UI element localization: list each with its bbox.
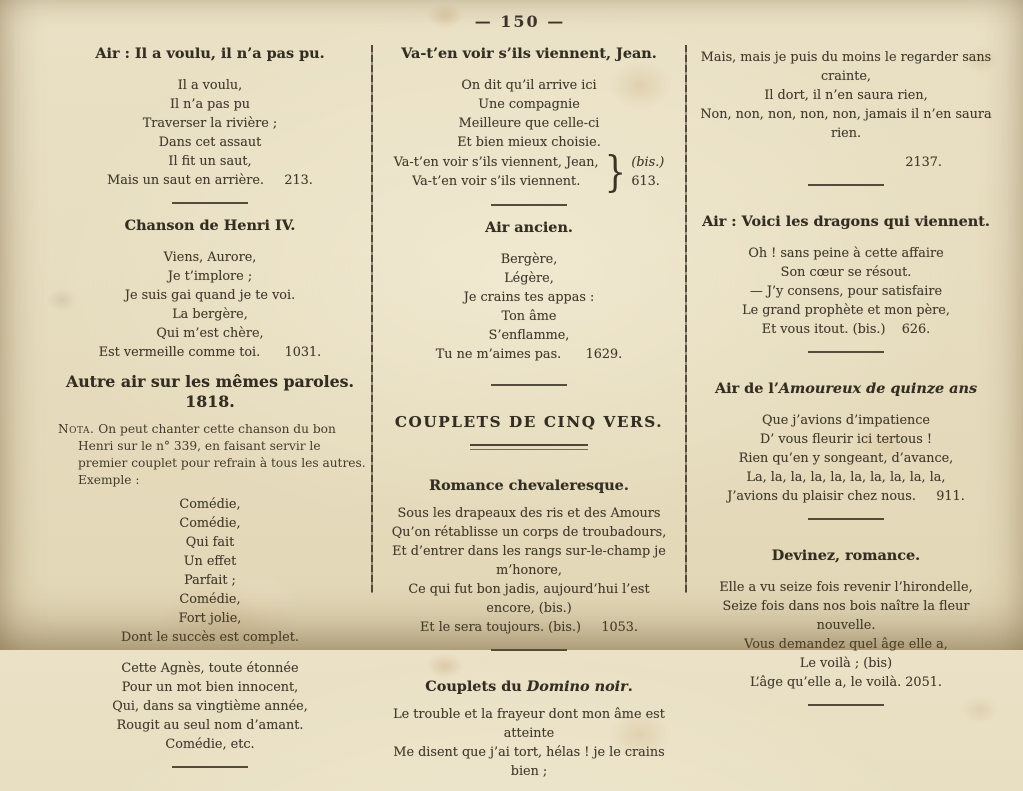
verse-line: Il dort, il n’en saura rien, [764,88,928,103]
verse [698,411,994,506]
nota-paragraph [58,421,366,489]
song-title: Couplets du Domino noir. [425,678,633,695]
verse-line: Cette Agnès, toute étonnée [121,661,299,676]
verse-line: Une compagnie [478,97,580,112]
verse-line: Tu ne m’aimes pas. 1629. [435,347,623,362]
verse-line: Le trouble et la frayeur dont mon âme est atteinte [393,707,669,741]
verse-line: Il n’a pas pu [169,97,251,112]
verse-line: Meilleure que celle-ci [458,116,600,131]
section-divider [808,184,884,186]
section-divider [808,518,884,520]
verse [52,659,368,754]
verse-line: Comédie, [179,497,241,512]
section-divider [172,202,248,204]
verse-line: S’enflamme, [488,328,570,343]
song-section [698,212,994,353]
column-3 [698,0,994,718]
page-number: — 150 — [474,12,566,31]
song-title: Air ancien. [485,219,573,236]
verse-line: Oh ! sans peine à cette affaire [748,246,944,261]
nota-text: On peut chanter cette chanson du bon Henri sur le n° 339, en faisant servir le premier couplet pour refrain à tous les autres. Exemple : [78,422,366,487]
verse-line: Il a voulu, [177,78,243,93]
column-divider-left [371,45,373,593]
verse [52,76,368,190]
song-section [698,379,994,520]
verse-line: Traverser la rivière ; [142,116,278,131]
verse-line: Ton âme [501,309,557,324]
part-heading-section [384,412,674,450]
column-1 [52,0,368,780]
verse-line: Elle a vu seize fois revenir l’hirondelle, [719,580,973,595]
verse-line: Viens, Aurore, [163,250,257,265]
verse-line: Comédie, etc. [165,737,255,752]
verse-line: La, la, la, la, la, la, la, la, la, la, [746,470,946,485]
verse-line: J’avions du plaisir chez nous. 911. [727,489,965,504]
bis-label: (bis.) [631,155,665,170]
section-divider [491,649,567,651]
verse-line: Comédie, [179,516,241,531]
section-divider [808,351,884,353]
verse-line: Ce qui fut bon jadis, aujourd’hui l’est encore, (bis.) [408,582,654,616]
verse-line: Et vous itout. (bis.) 626. [761,322,931,337]
verse-line: Seize fois dans nos bois naître la fleur nouvelle. [722,599,974,633]
song-section [384,476,674,651]
verse-line: Rien qu’en y songeant, d’avance, [738,451,954,466]
song-title: Autre air sur les mêmes paroles. 1818. [65,372,355,411]
verse-line: Il fit un saut, [168,154,252,169]
song-title-italic: Amoureux de quinze ans [778,380,978,397]
verse-line: Dans cet assaut [158,135,262,150]
verse-line: Que j’avions d’impatience [761,413,931,428]
section-divider [808,704,884,706]
verse-line: Vous demandez quel âge elle a, [744,637,948,652]
verse-line: Et le sera toujours. (bis.) 1053. [420,620,638,635]
verse [698,48,994,143]
verse-line: Bergère, [500,252,558,267]
song-section [384,44,674,206]
verse-line: Qu’on rétablisse un corps de troubadours, [391,525,667,540]
verse-line: D’ vous fleurir ici tertous ! [759,432,933,447]
verse-line: Qui m’est chère, [156,326,264,341]
column-divider-right [685,45,687,593]
verse [384,76,674,152]
verse-line: Le voilà ; (bis) [799,656,893,671]
verse-line: Je t’implore ; [167,269,253,284]
song-section [698,48,994,186]
verse-line: Son cœur se résout. [780,265,912,280]
song-section [52,372,368,768]
song-title: Air : Voici les dragons qui viennent. [702,213,990,230]
verse-line: Mais un saut en arrière. 213. [107,173,313,188]
song-title: Chanson de Henri IV. [124,217,296,234]
verse [52,248,368,362]
song-section [52,216,368,362]
verse [384,504,674,637]
section-divider [491,384,567,386]
verse-line: Et bien mieux choisie. [457,135,601,150]
verse-line: Pour un mot bien innocent, [121,680,299,695]
song-title: Air : Il a voulu, il n’a pas pu. [95,45,325,62]
verse-line: L’âge qu’elle a, le voilà. 2051. [750,675,942,690]
verse-line: — J’y consens, pour satisfaire [749,284,943,299]
brace-icon: } [604,147,626,196]
song-title: Romance chevaleresque. [429,477,629,494]
verse-line: Va-t’en voir s’ils viennent, Jean, [393,155,599,170]
verse-line: Sous les drapeaux des ris et des Amours [397,506,661,521]
double-divider [470,444,588,450]
verse-line: Je suis gai quand je te voi. [124,288,296,303]
verse [384,705,674,781]
song-title-italic: Domino noir [526,678,628,695]
verse-line: Parfait ; [184,573,236,588]
verse-line: Comédie, [179,592,241,607]
verse-line: Qui fait [185,535,235,550]
verse-line: Et d’entrer dans les rangs sur-le-champ je m’honore, [392,544,670,578]
verse-line: Rougit au seul nom d’amant. [116,718,304,733]
tune-number: 613. [631,174,660,189]
song-section [384,218,674,386]
refrain-brace-group [384,147,674,196]
verse [698,244,994,339]
section-divider [491,204,567,206]
verse-line: La bergère, [172,307,248,322]
verse-line: On dit qu’il arrive ici [461,78,597,93]
song-section [698,546,994,706]
verse-line: Est vermeille comme toi. 1031. [98,345,322,360]
part-title: COUPLETS DE CINQ VERS. [394,413,664,431]
song-title: Devinez, romance. [771,547,921,564]
tune-number: 2137. [905,155,942,170]
verse-line: Qui, dans sa vingtième année, [112,699,308,714]
song-title: Air de l’Amoureux de quinze ans [714,380,978,397]
verse [384,250,674,364]
verse-line: Légère, [504,271,554,286]
song-title: Va-t’en voir s’ils viennent, Jean. [401,45,657,62]
song-section [384,677,674,781]
verse-line: Va-t’en voir s’ils viennent. [412,174,581,189]
nota-label: Nota. [58,422,95,436]
verse-line: Je crains tes appas : [463,290,595,305]
verse-line: Non, non, non, non, non, jamais il n’en saura rien. [700,107,996,141]
verse-line: Le grand prophète et mon père, [742,303,950,318]
song-section [52,44,368,204]
column-2 [384,0,674,791]
verse-line: Mais, mais je puis du moins le regarder sans crainte, [700,50,996,84]
verse [52,495,368,647]
verse [698,578,994,692]
verse-line: Fort jolie, [178,611,242,626]
verse-line: Dont le succès est complet. [121,630,299,645]
refrain-lines [394,153,599,191]
refrain-annotation [631,153,664,191]
verse-line: Me disent que j’ai tort, hélas ! je le crains bien ; [393,745,669,779]
section-divider [172,766,248,768]
verse-line: Un effet [183,554,237,569]
